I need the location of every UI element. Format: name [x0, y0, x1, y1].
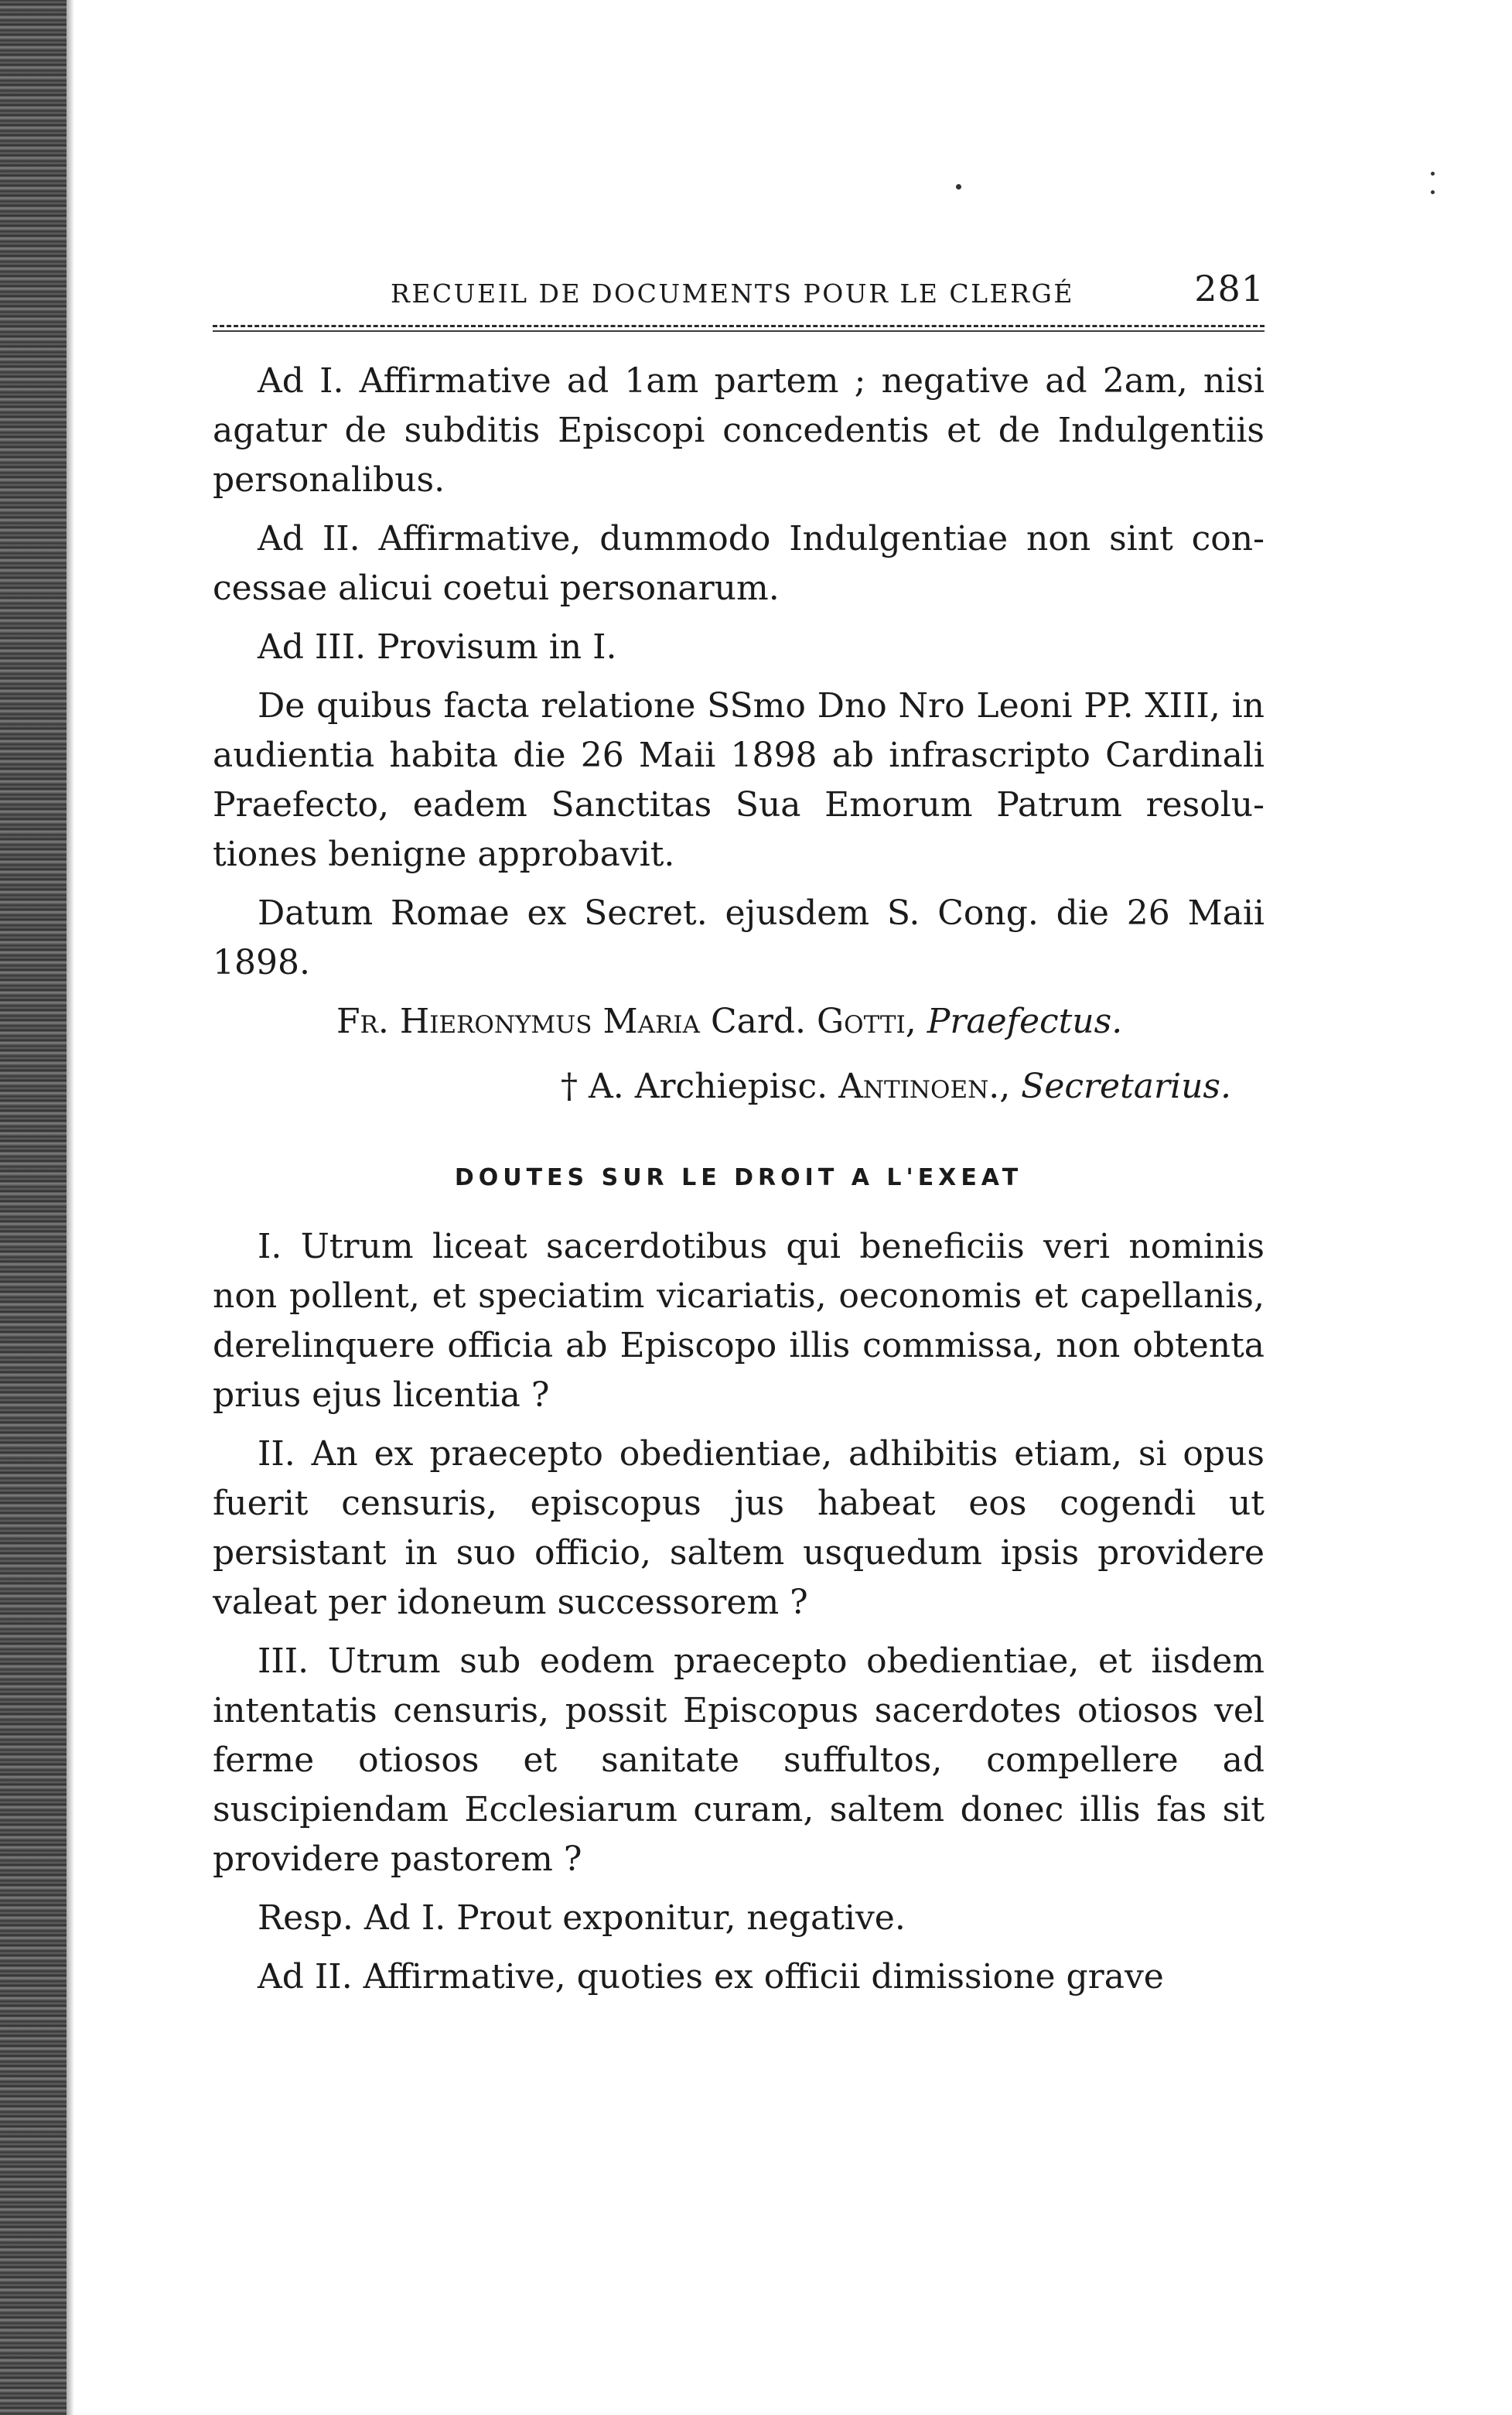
- section-body: [213, 1222, 1265, 2002]
- header-rule-dashed: [213, 325, 1265, 327]
- paragraph: De quibus facta relatione SSmo Dno Nro Leoni PP. XIII, in audientia habita die 26 Maii 1898 ab infrascripto Cardinali Praefecto, eadem Sanctitas Sua Emorum Patrum resolutiones benigne approbavit.: [213, 686, 1265, 874]
- signatory-surname: Gotti: [817, 1002, 906, 1041]
- page-body: [213, 357, 1265, 988]
- header-rule: [213, 330, 1265, 332]
- paragraph: II. An ex praecepto obedientiae, adhibitis etiam, si opus fuerit censuris, episcopus jus habeat eos cogendi ut persistant in suo officio, saltem usquedum ipsis providere valeat per idoneum successorem ?: [213, 1434, 1265, 1622]
- separator: ,: [999, 1067, 1022, 1106]
- signatory-name: Fr. Hieronymus Maria: [336, 1002, 700, 1041]
- paragraph: III. Utrum sub eodem praecepto obedientiae, et iisdem intentatis censuris, possit Episcopus sacerdotes otiosos vel ferme otiosos et sanitate suffultos, compellere ad suscipiendam Ecclesiarum curam, saltem donec illis fas sit providere pastorem ?: [213, 1641, 1265, 1879]
- signatory-rank: Card.: [699, 1002, 817, 1041]
- paragraph: Datum Romae ex Secret. ejusdem S. Cong. die 26 Maii 1898.: [213, 893, 1265, 982]
- paragraph: Ad I. Affirmative ad 1am partem ; negative ad 2am, nisi agatur de subditis Episcopi concedentis et de Indulgentiis personalibus.: [213, 361, 1265, 500]
- separator: ,: [905, 1002, 927, 1041]
- signatory-name: † A. Archiepisc.: [561, 1067, 839, 1106]
- page-number: 281: [1194, 268, 1265, 309]
- running-title: RECUEIL DE DOCUMENTS POUR LE CLERGÉ: [391, 278, 1074, 309]
- scan-speck: [1431, 172, 1435, 176]
- signatory-see: Antinoen.: [838, 1067, 1000, 1106]
- scan-speck: [1431, 190, 1435, 194]
- section-heading: DOUTES SUR LE DROIT A L'EXEAT: [454, 1164, 1023, 1191]
- paragraph: Ad II. Affirmative, quoties ex officii dimissione grave: [258, 1957, 1164, 1997]
- paragraph: Ad II. Affirmative, dummodo Indulgentiae non sint concessae alicui coetui personarum.: [213, 519, 1265, 608]
- paragraph: Resp. Ad I. Prout exponitur, negative.: [258, 1898, 906, 1938]
- signatory-title: Secretarius.: [1021, 1067, 1231, 1106]
- paragraph: Ad III. Provisum in I.: [258, 627, 617, 667]
- signatory-title: Praefectus.: [927, 1002, 1123, 1041]
- signature-block: [213, 997, 1265, 1112]
- book-page: [213, 263, 1265, 2011]
- paragraph: I. Utrum liceat sacerdotibus qui beneficiis veri nominis non pollent, et speciatim vicariatis, oeconomis et capellanis, derelinquere officia ab Episcopo illis commissa, non obtenta prius ejus licentia ?: [213, 1227, 1265, 1415]
- page-header: [213, 263, 1265, 317]
- signature-prefect: [336, 997, 1265, 1047]
- scan-speck: [956, 184, 961, 190]
- book-binding-edge: [0, 0, 67, 2415]
- signature-secretary: [561, 1062, 1265, 1112]
